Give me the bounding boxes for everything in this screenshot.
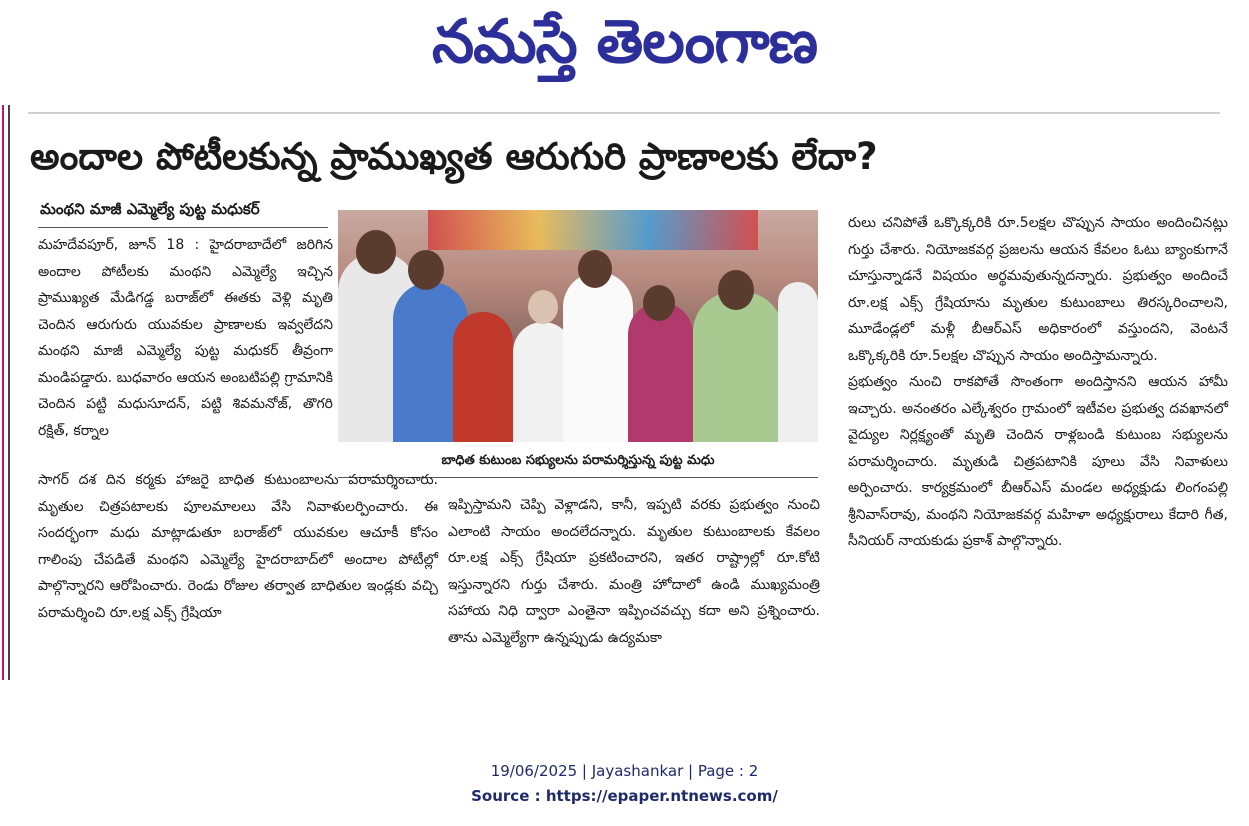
photo-person	[563, 272, 633, 442]
footer-edition-info: 19/06/2025 | Jayashankar | Page : 2	[490, 762, 759, 780]
body-paragraph: ప్రభుత్వం నుంచి రాకపోతే సొంతంగా అందిస్తానని ఆయన హామీ ఇచ్చారు. అనంతరం ఎల్కేశ్వరం గ్రామంలో ఇటీవల ప్రభుత్వ దవఖానలో వైద్యుల నిర్లక్ష్యంతో మృతి చెందిన రాళ్లబండి కుటుంబ సభ్యులను పరామర్శించారు. మృతుడి చిత్రపటానికి పూలు వేసి నివాళులు అర్పించారు. కార్యక్రమంలో బీఆర్‌ఎస్ మండల అధ్యక్షుడు లింగంపల్లి శ్రీనివాస్‌రావు, మంథని నియోజకవర్గ మహిళా అధ్యక్షురాలు కేదారి గీత, సీనియర్ నాయకుడు ప్రకాశ్ పాల్గొన్నారు.	[848, 374, 1228, 549]
photo-person-head	[528, 290, 558, 324]
photo-person-head	[643, 285, 675, 321]
article-column-1-top	[38, 232, 333, 444]
photo-person	[628, 302, 693, 442]
newspaper-logo-title: నమస్తే తెలంగాణ	[431, 7, 818, 77]
photo-banner-backdrop	[428, 210, 758, 250]
photo-person-head	[356, 230, 396, 274]
article-column-1-bottom	[38, 467, 438, 626]
photo-person-head	[718, 270, 754, 310]
photo-caption: బాధిత కుటుంబ సభ్యులను పరామర్శిస్తున్న పుట్ట మధు	[441, 453, 715, 468]
footer-source-link[interactable]: Source : https://epaper.ntnews.com/	[471, 787, 778, 805]
page-edge-rule	[0, 105, 10, 680]
photo-person	[693, 292, 783, 442]
photo-person-head	[578, 250, 612, 288]
article-column-2	[448, 492, 820, 651]
body-paragraph: మహదేవపూర్, జూన్ 18 : హైదరాబాదేలో జరిగిన అందాల పోటీలకు మంథని ఎమ్మెల్యే ఇచ్చిన ప్రాముఖ్యత మేడిగడ్డ బరాజ్‌లో ఈతకు వెళ్లి మృతి చెందిన ఆరుగురు యువకుల ప్రాణాలకు ఇవ్వలేదని మంథని మాజీ ఎమ్మెల్యే పుట్ట మధుకర్ తీవ్రంగా మండిపడ్డారు. బుధవారం ఆయన అంబటిపల్లి గ్రామానికి చెందిన పట్టి మధుసూదన్, పట్టి శివమనోజ్, తొగరి రక్షిత్, కర్నాల	[38, 237, 333, 439]
masthead	[0, 0, 1249, 90]
top-divider	[28, 112, 1220, 114]
body-paragraph: సాగర్ దశ దిన కర్మకు హాజరై బాధిత కుటుంబాలను పరామర్శించారు. మృతుల చిత్రపటాలకు పూలమాలలు వేసి నివాళులర్పించారు. ఈ సందర్భంగా మధు మాట్లాడుతూ బరాజ్‌లో యువకుల ఆచూకీ కోసం గాలింపు చేపడితే మంథని ఎమ్మెల్యే హైదరాబాద్‌లో అందాల పోటీల్లో పాల్గొన్నారని ఆరోపించారు. రెండు రోజుల తర్వాత బాధితుల ఇండ్లకు వచ్చి పరామర్శించి రూ.లక్ష ఎక్స్ గ్రేషియా	[38, 472, 438, 621]
article-headline: అందాల పోటీలకున్న ప్రాముఖ్యత ఆరుగురి ప్రాణాలకు లేదా?	[30, 135, 878, 178]
photo-person-head	[408, 250, 444, 290]
article-byline: మంథని మాజీ ఎమ్మెల్యే పుట్ట మధుకర్	[40, 200, 260, 218]
body-paragraph: రులు చనిపోతే ఒక్కొక్కరికి రూ.5లక్షల చొప్పున సాయం అందించినట్లు గుర్తు చేశారు. నియోజకవర్గ ప్రజలను ఆయన కేవలం ఓటు బ్యాంకుగానే చూస్తున్నాడనే విషయం అర్థమవుతున్నదన్నారు. ప్రభుత్వం అందించే రూ.లక్ష ఎక్స్ గ్రేషియాను మృతుల కుటుంబాలు తిరస్కరించాలని, మూడేండ్లలో మళ్లీ బీఆర్‌ఎస్ అధికారంలో వస్తుందని, వెంటనే ఒక్కొక్కరికి రూ.5లక్షల చొప్పున సాయం అందిస్తామన్నారు.	[848, 215, 1228, 364]
article-column-3	[848, 210, 1228, 555]
photo-person	[453, 312, 513, 442]
body-paragraph: ఇప్పిస్తామని చెప్పి వెళ్లాడని, కానీ, ఇప్పటి వరకు ప్రభుత్వం నుంచి ఎలాంటి సాయం అందలేదన్నారు. మృతుల కుటుంబాలకు కేవలం రూ.లక్ష ఎక్స్ గ్రేషియా ప్రకటించారని, ఇతర రాష్ట్రాల్లో రూ.కోటి ఇస్తున్నారని గుర్తు చేశారు. మంత్రి హోదాలో ఉండి ముఖ్యమంత్రి సహాయ నిధి ద్వారా ఎంతైనా ఇప్పించవచ్చు కదా అని ప్రశ్నించారు. తాను ఎమ్మెల్యేగా ఉన్నప్పుడు ఉద్యమకా	[448, 497, 820, 646]
photo-person	[778, 282, 818, 442]
news-photo	[338, 210, 818, 442]
byline-underline	[38, 227, 328, 228]
